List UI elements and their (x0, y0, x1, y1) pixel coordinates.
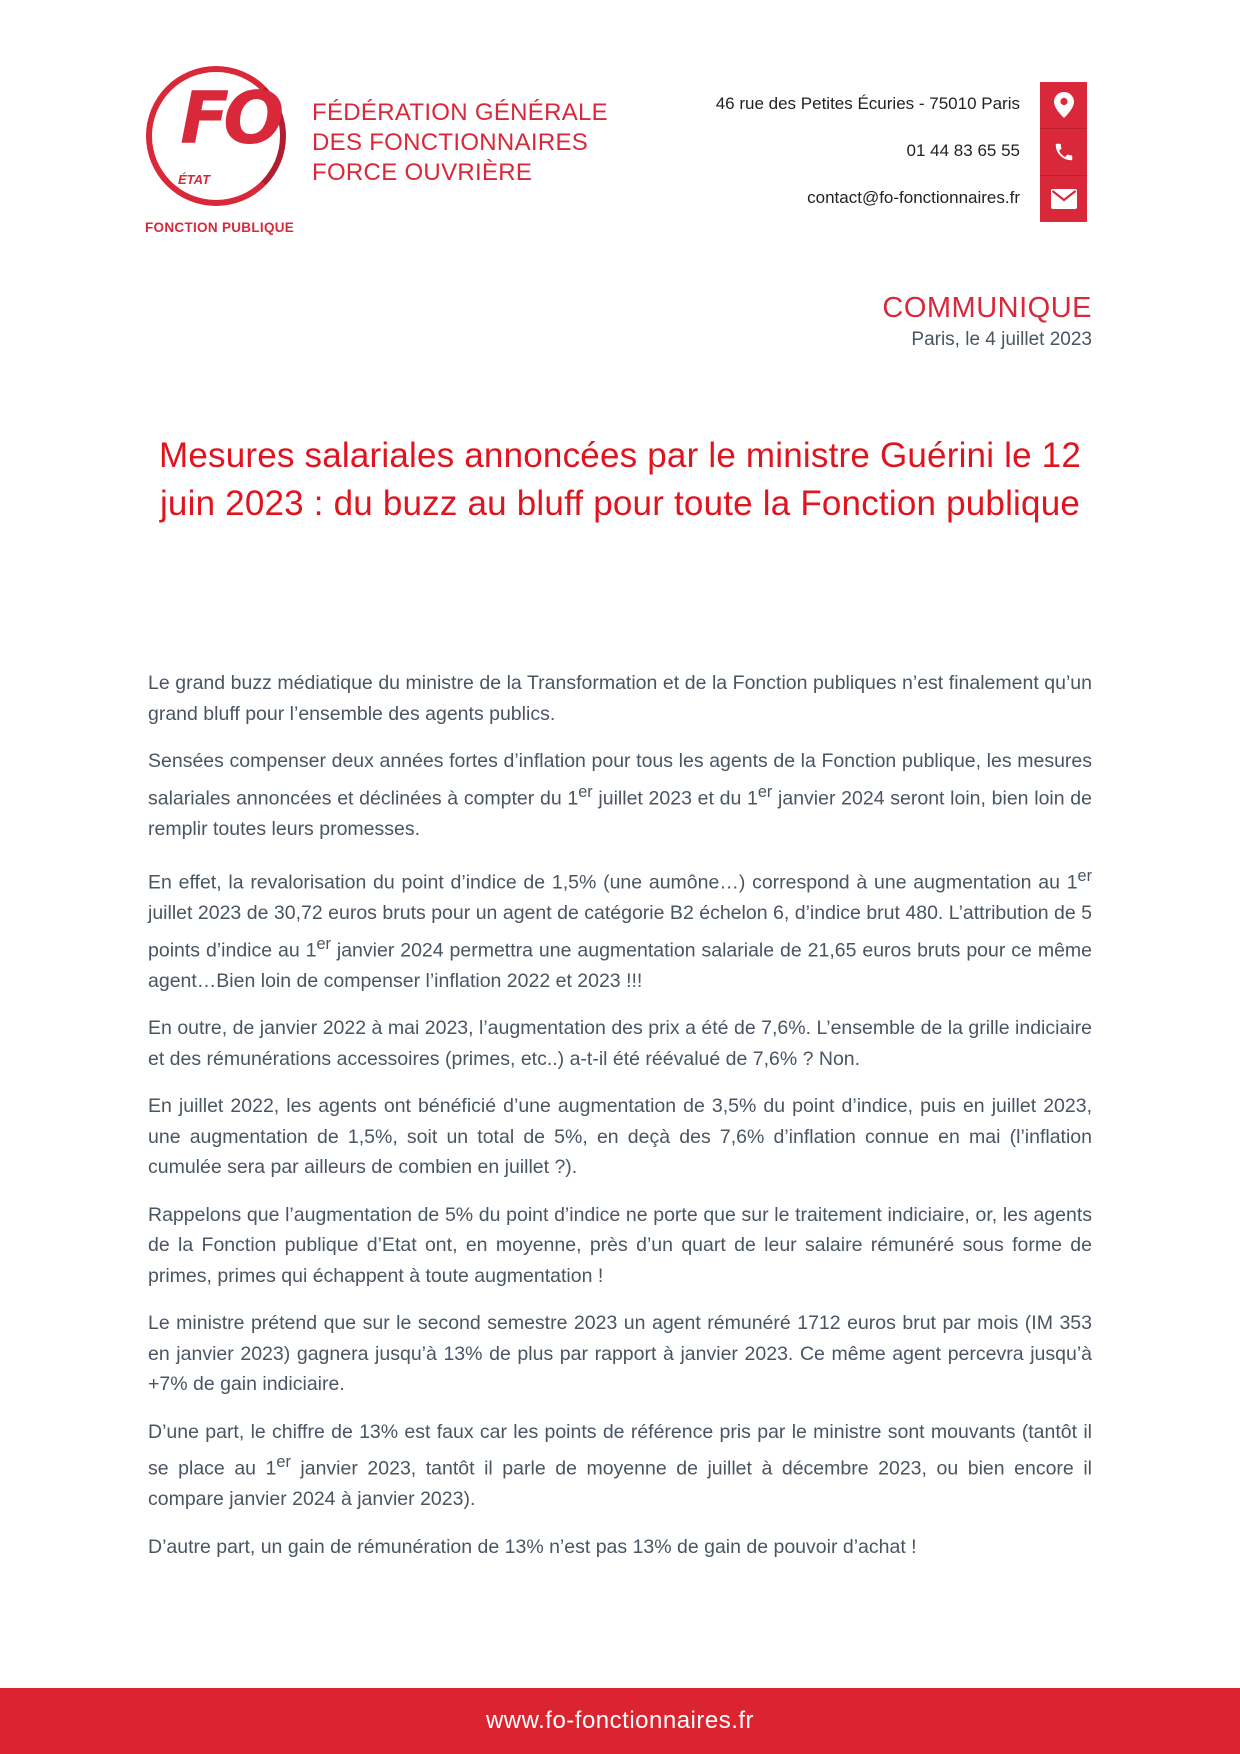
communique-label: COMMUNIQUE (882, 292, 1092, 324)
organization-name (312, 98, 608, 188)
page-title: Mesures salariales annoncées par le ministre Guérini le 12 juin 2023 : du buzz au bluff pour toute la Fonction publique (158, 436, 1082, 523)
paragraph-7: Le ministre prétend que sur le second semestre 2023 un agent rémunéré 1712 euros brut par mois (IM 353 en janvier 2023) gagnera jusqu’à 13% de plus par rapport à janvier 2023. Ce même agent percevra jusqu’à +7% de gain indiciaire. (148, 1312, 1092, 1395)
organization-line-3: FORCE OUVRIÈRE (312, 159, 533, 186)
organization-line-2: DES FONCTIONNAIRES (312, 129, 589, 156)
contact-address: 46 rue des Petites Écuries - 75010 Paris (715, 94, 1020, 113)
logo-sub: ÉTAT (178, 172, 211, 187)
paragraph-6: Rappelons que l’augmentation de 5% du point d’indice ne porte que sur le traitement indiciaire, or, les agents de la Fonction publique d’Etat ont, en moyenne, près d’un quart de leur salaire rémunéré sous forme de primes, primes qui échappent à toute augmentation ! (148, 1203, 1092, 1287)
logo-mark: FO (180, 76, 279, 160)
footer-website-link[interactable]: www.fo-fonctionnaires.fr (485, 1707, 755, 1734)
footer-bar (0, 1688, 1240, 1754)
paragraph-1: Le grand buzz médiatique du ministre de la Transformation et de la Fonction publiques n’est finalement qu’un grand bluff pour l’ensemble des agents publics. (148, 672, 1092, 725)
paragraph-3: En effet, la revalorisation du point d’indice de 1,5% (une aumône…) correspond à une augmentation au 1er juillet 2023 de 30,72 euros bruts pour un agent de catégorie B2 échelon 6, d’indice brut 480. L’attribution de 5 points d’indice au 1er janvier 2024 permettra une augmentation salariale de 21,65 euros bruts pour ce même agent…Bien loin de compenser l’inflation 2022 et 2023 !!! (148, 867, 1092, 992)
fo-logo (140, 62, 310, 242)
document-body (148, 668, 1092, 1579)
communique-header (882, 290, 1092, 354)
phone-icon (1040, 129, 1087, 175)
map-pin-icon (1040, 82, 1087, 128)
paragraph-5: En juillet 2022, les agents ont bénéficié d’une augmentation de 3,5% du point d’indice, puis en juillet 2023, une augmentation de 1,5%, soit un total de 5%, en deçà des 7,6% d’inflation connue en mai (l’inflation cumulée sera par ailleurs de combien en juillet ?). (148, 1095, 1092, 1178)
paragraph-9: D’autre part, un gain de rémunération de 13% n’est pas 13% de gain de pouvoir d’achat ! (148, 1535, 917, 1558)
contact-phone: 01 44 83 65 55 (906, 141, 1020, 160)
paragraph-2: Sensées compenser deux années fortes d’inflation pour tous les agents de la Fonction publique, les mesures salariales annoncées et déclinées à compter du 1er juillet 2023 et du 1er janvier 2024 seront loin, bien loin de remplir toutes leurs promesses. (148, 750, 1092, 840)
communique-date: Paris, le 4 juillet 2023 (911, 329, 1092, 350)
paragraph-8: D’une part, le chiffre de 13% est faux car les points de référence pris par le ministre sont mouvants (tantôt il se place au 1er janvier 2023, tantôt il parle de moyenne de juillet à décembre 2023, ou bien encore il compare janvier 2024 à janvier 2023). (148, 1420, 1092, 1510)
paragraph-4: En outre, de janvier 2022 à mai 2023, l’augmentation des prix a été de 7,6%. L’ensemble de la grille indiciaire et des rémunérations accessoires (primes, etc..) a-t-il été réévalué de 7,6% ? Non. (148, 1017, 1092, 1070)
envelope-icon (1040, 176, 1087, 222)
logo-tagline: FONCTION PUBLIQUE (145, 220, 295, 235)
contact-icon-bar (1040, 82, 1087, 222)
organization-line-1: FÉDÉRATION GÉNÉRALE (312, 99, 608, 126)
contact-email[interactable]: contact@fo-fonctionnaires.fr (807, 188, 1020, 207)
